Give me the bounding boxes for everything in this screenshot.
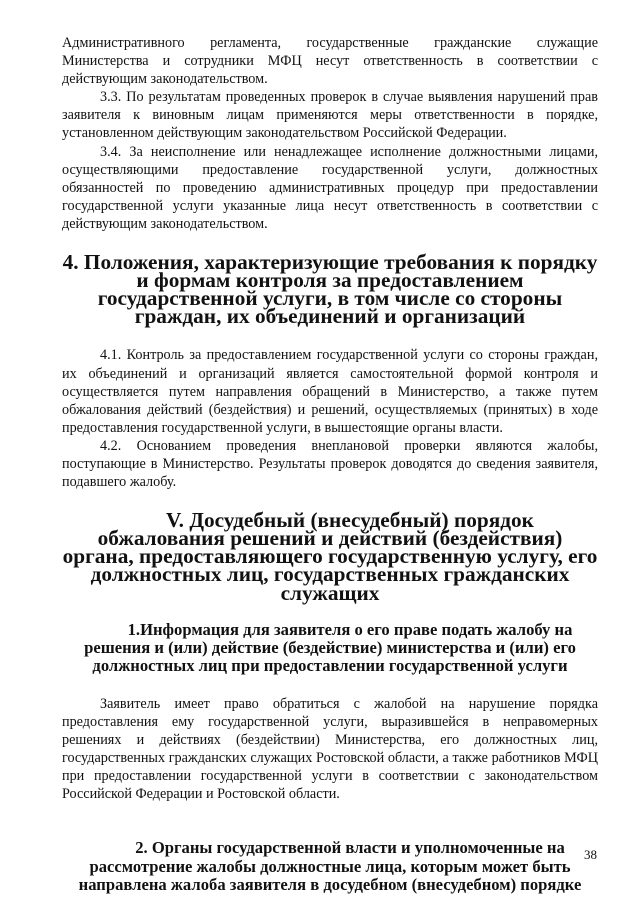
page-number: 38: [584, 847, 597, 862]
subsection-2-heading: 2. Органы государственной власти и уполномоченные на рассмотрение жалобы должностные лица, которым может быть направлена жалоба заявителя в досудебном (внесудебном) порядке: [78, 838, 582, 894]
document-page: [62, 34, 598, 894]
subsection-1-heading: 1.Информация для заявителя о его праве подать жалобу на решения и (или) действие (бездействие) министерства и (или) его должностных лиц при предоставлении государственной услуги: [84, 619, 576, 675]
section-4-heading: 4. Положения, характеризующие требования к порядку и формам контроля за предоставлением государственной услуги, в том числе со стороны граждан, их объединений и организаций: [62, 250, 598, 329]
paragraph-3-4: 3.4. За неисполнение или ненадлежащее исполнение должностными лицами, осуществляющими предоставление государственной услуги, должностных обязанностей по проведению административных процедур при предоставлении государственной услуги указанные лица несут ответственность в соответствии с действующим законодательством.: [62, 143, 598, 232]
section-v-heading: V. Досудебный (внесудебный) порядок обжалования решений и действий (бездействия) органа, предоставляющего государственную услугу, его должностных лиц, государственных гражданских служащих: [62, 508, 598, 605]
paragraph-4-2: 4.2. Основанием проведения внеплановой проверки являются жалобы, поступающие в Министерство. Результаты проверок доводятся до сведения заявителя, подавшего жалобу.: [62, 437, 598, 491]
paragraph-4-1: 4.1. Контроль за предоставлением государственной услуги со стороны граждан, их объединений и организаций является самостоятельной формой контроля и осуществляется путем направления обращений в Министерство, а также путем обжалования действий (бездействия) и решений, осуществляемых (принятых) в ходе предоставления государственной услуги, в вышестоящие органы власти.: [62, 347, 598, 436]
paragraph-continuation: Административного регламента, государственные гражданские служащие Министерства и сотрудники МФЦ несут ответственность в соответствии с действующим законодательством.: [62, 35, 598, 88]
paragraph-3-3: 3.3. По результатам проведенных проверок в случае выявления нарушений прав заявителя к виновным лицам применяются меры ответственности в порядке, установленном действующим законодательством Российской Федерации.: [62, 89, 598, 142]
paragraph-v-1: Заявитель имеет право обратиться с жалобой на нарушение порядка предоставления ему государственной услуги, выразившейся в неправомерных решениях и действиях (бездействии) Министерства, его должностных лиц, государственных гражданских служащих Ростовской области, а также работников МФЦ при предоставлении государственной услуги в соответствии с законодательством Российской Федерации и Ростовской области.: [62, 695, 598, 803]
